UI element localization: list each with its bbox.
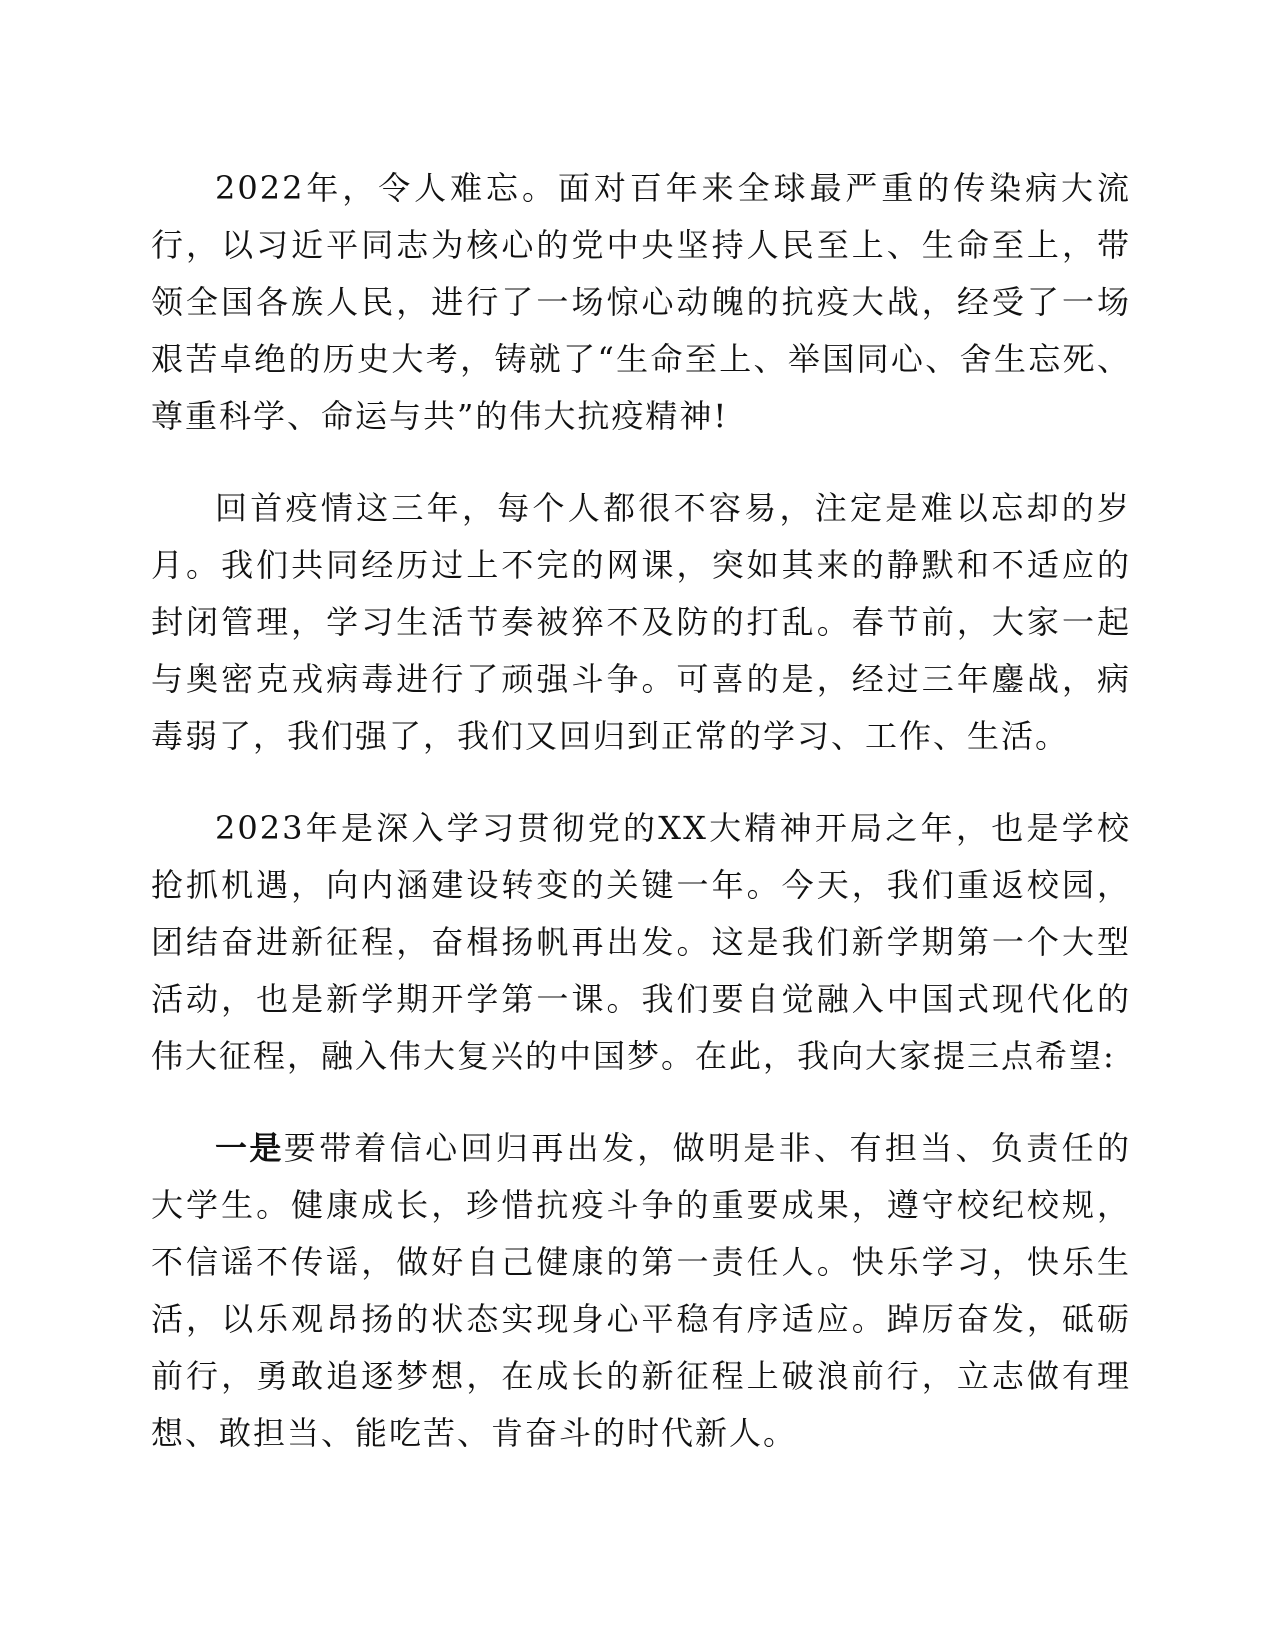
paragraph-1-text: 2022年，令人难忘。面对百年来全球最严重的传染病大流行，以习近平同志为核心的党中央坚持人民至上、生命至上，带领全国各族人民，进行了一场惊心动魄的抗疫大战，经受了一场艰苦卓绝的历史大考，铸就了“生命至上、举国同心、舍生忘死、尊重科学、命运与共”的伟大抗疫精神!: [151, 169, 1131, 435]
paragraph-1: [151, 160, 1131, 445]
document-body: [151, 160, 1131, 1497]
paragraph-4-text: 要带着信心回归再出发，做明是非、有担当、负责任的大学生。健康成长，珍惜抗疫斗争的重要成果，遵守校纪校规，不信谣不传谣，做好自己健康的第一责任人。快乐学习，快乐生活，以乐观昂扬的状态实现身心平稳有序适应。踔厉奋发，砥砺前行，勇敢追逐梦想，在成长的新征程上破浪前行，立志做有理想、敢担当、能吃苦、肯奋斗的时代新人。: [151, 1129, 1131, 1452]
paragraph-4-lead: 一是: [215, 1129, 284, 1167]
paragraph-2-text: 回首疫情这三年，每个人都很不容易，注定是难以忘却的岁月。我们共同经历过上不完的网课，突如其来的静默和不适应的封闭管理，学习生活节奏被猝不及防的打乱。春节前，大家一起与奥密克戎病毒进行了顽强斗争。可喜的是，经过三年鏖战，病毒弱了，我们强了，我们又回归到正常的学习、工作、生活。: [151, 489, 1131, 755]
paragraph-3: [151, 800, 1131, 1085]
paragraph-4: [151, 1120, 1131, 1462]
paragraph-3-text: 2023年是深入学习贯彻党的XX大精神开局之年，也是学校抢抓机遇，向内涵建设转变的关键一年。今天，我们重返校园，团结奋进新征程，奋楫扬帆再出发。这是我们新学期第一个大型活动，也是新学期开学第一课。我们要自觉融入中国式现代化的伟大征程，融入伟大复兴的中国梦。在此，我向大家提三点希望:: [151, 809, 1131, 1075]
paragraph-2: [151, 480, 1131, 765]
